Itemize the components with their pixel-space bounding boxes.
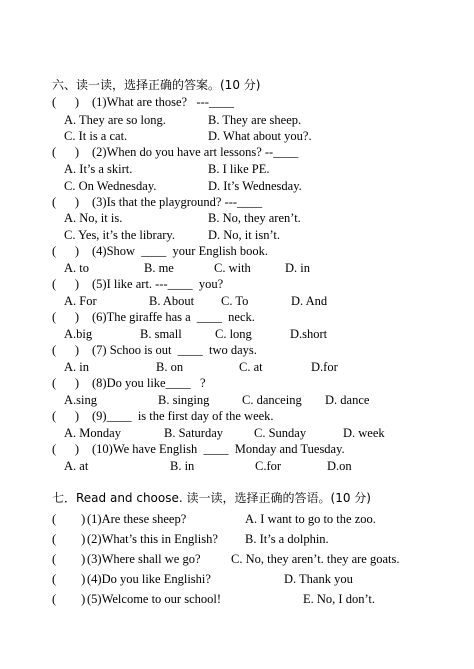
q3-stem: (3)Is that the playground? ---____ bbox=[92, 195, 263, 209]
match3-paren: ( ) bbox=[52, 552, 86, 566]
q10-option-a: A. at bbox=[64, 459, 89, 473]
match2-paren: ( ) bbox=[52, 532, 86, 546]
q6-option-b: B. small bbox=[140, 327, 182, 341]
q9-option-c: C. Sunday bbox=[254, 426, 307, 440]
q10-option-c: C.for bbox=[255, 459, 282, 473]
q4-option-a: A. to bbox=[64, 261, 89, 275]
match1-question: (1)Are these sheep? bbox=[87, 512, 187, 526]
q7-option-b: B. on bbox=[156, 360, 184, 374]
q2-option-b: B. I like PE. bbox=[208, 162, 270, 176]
q4-option-c: C. with bbox=[214, 261, 251, 275]
match3-answer: C. No, they aren’t. they are goats. bbox=[231, 552, 400, 566]
match3-question: (3)Where shall we go? bbox=[87, 552, 201, 566]
q8-option-b: B. singing bbox=[158, 393, 210, 407]
q3-option-a: A. No, it is. bbox=[64, 211, 123, 225]
q10-option-b: B. in bbox=[170, 459, 195, 473]
q3-option-d: D. No, it isn’t. bbox=[208, 228, 280, 242]
q3-paren: ( ) bbox=[52, 195, 80, 209]
q10-option-d: D.on bbox=[327, 459, 352, 473]
q9-option-a: A. Monday bbox=[64, 426, 121, 440]
section6-title: 六、读一读，选择正确的答案。(10 分) bbox=[52, 78, 261, 92]
q5-option-a: A. For bbox=[64, 294, 97, 308]
q6-stem: (6)The giraffe has a ____ neck. bbox=[92, 310, 255, 324]
q6-option-a: A.big bbox=[64, 327, 93, 341]
q2-option-a: A. It’s a skirt. bbox=[64, 162, 133, 176]
q8-paren: ( ) bbox=[52, 376, 80, 390]
q3-option-c: C. Yes, it’s the library. bbox=[64, 228, 175, 242]
q4-option-d: D. in bbox=[285, 261, 310, 275]
q8-option-c: C. danceing bbox=[242, 393, 302, 407]
q6-paren: ( ) bbox=[52, 310, 80, 324]
q7-stem: (7) Schoo is out ____ two days. bbox=[92, 343, 257, 357]
q6-option-c: C. long bbox=[215, 327, 252, 341]
match5-paren: ( ) bbox=[52, 592, 86, 606]
q1-paren: ( ) bbox=[52, 95, 80, 109]
match4-answer: D. Thank you bbox=[284, 572, 353, 586]
q4-paren: ( ) bbox=[52, 244, 80, 258]
q7-paren: ( ) bbox=[52, 343, 80, 357]
q5-stem: (5)I like art. ---____ you? bbox=[92, 277, 224, 291]
match4-question: (4)Do you like Englishi? bbox=[87, 572, 211, 586]
q6-option-d: D.short bbox=[290, 327, 328, 341]
q10-paren: ( ) bbox=[52, 442, 80, 456]
q1-stem: (1)What are those? ---____ bbox=[92, 95, 234, 109]
section7-title: 七．Read and choose. 读一读，选择正确的答语。(10 分) bbox=[52, 491, 371, 505]
q9-option-b: B. Saturday bbox=[164, 426, 224, 440]
q1-option-a: A. They are so long. bbox=[64, 113, 166, 127]
q5-option-b: B. About bbox=[149, 294, 195, 308]
q10-stem: (10)We have English ____ Monday and Tuesday. bbox=[92, 442, 345, 456]
q5-paren: ( ) bbox=[52, 277, 80, 291]
q8-option-d: D. dance bbox=[325, 393, 370, 407]
q3-option-b: B. No, they aren’t. bbox=[208, 211, 301, 225]
match1-paren: ( ) bbox=[52, 512, 86, 526]
q7-option-c: C. at bbox=[239, 360, 263, 374]
q2-stem: (2)When do you have art lessons? --____ bbox=[92, 145, 299, 159]
q4-stem: (4)Show ____ your English book. bbox=[92, 244, 269, 258]
q1-option-d: D. What about you?. bbox=[208, 129, 312, 143]
match5-answer: E. No, I don’t. bbox=[303, 592, 375, 606]
q1-option-b: B. They are sheep. bbox=[208, 113, 302, 127]
match2-answer: B. It’s a dolphin. bbox=[245, 532, 329, 546]
q2-option-c: C. On Wednesday. bbox=[64, 179, 157, 193]
q9-stem: (9)____ is the first day of the week. bbox=[92, 409, 274, 423]
match5-question: (5)Welcome to our school! bbox=[87, 592, 222, 606]
q8-stem: (8)Do you like____ ? bbox=[92, 376, 206, 390]
q7-option-d: D.for bbox=[311, 360, 338, 374]
q8-option-a: A.sing bbox=[64, 393, 97, 407]
q7-option-a: A. in bbox=[64, 360, 89, 374]
q4-option-b: B. me bbox=[144, 261, 174, 275]
q2-option-d: D. It’s Wednesday. bbox=[208, 179, 302, 193]
q5-option-c: C. To bbox=[221, 294, 249, 308]
match1-answer: A. I want to go to the zoo. bbox=[245, 512, 376, 526]
q9-option-d: D. week bbox=[343, 426, 385, 440]
q5-option-d: D. And bbox=[291, 294, 328, 308]
match4-paren: ( ) bbox=[52, 572, 86, 586]
q1-option-c: C. It is a cat. bbox=[64, 129, 128, 143]
q2-paren: ( ) bbox=[52, 145, 80, 159]
q9-paren: ( ) bbox=[52, 409, 80, 423]
match2-question: (2)What’s this in English? bbox=[87, 532, 218, 546]
